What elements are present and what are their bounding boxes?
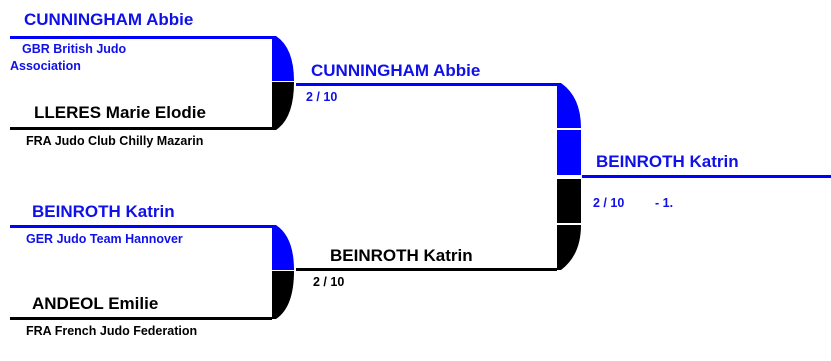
- competitor-name-beinroth[interactable]: BEINROTH Katrin: [32, 202, 175, 221]
- semifinal-line-cunningham: [296, 83, 557, 86]
- final-score: 2 / 10: [593, 196, 625, 210]
- bracket-connector-match1: [270, 36, 298, 130]
- club-label-andeol: FRA French Judo Federation: [26, 324, 198, 338]
- bracket-line-andeol: [10, 317, 272, 320]
- final-winner-line: [582, 175, 831, 178]
- final-place: - 1.: [655, 196, 674, 210]
- club-label-lleres: FRA Judo Club Chilly Mazarin: [26, 134, 204, 148]
- competitor-name-cunningham[interactable]: CUNNINGHAM Abbie: [24, 10, 194, 29]
- bracket-connector-match2: [270, 225, 298, 319]
- semifinal-line-beinroth: [296, 268, 557, 271]
- competitor-name-lleres[interactable]: LLERES Marie Elodie: [34, 103, 206, 122]
- semifinal-score-beinroth: 2 / 10: [313, 275, 345, 289]
- semifinal-name-beinroth[interactable]: BEINROTH Katrin: [330, 246, 473, 265]
- club-label-beinroth: GER Judo Team Hannover: [26, 232, 183, 246]
- club-label-cunningham: GBR British Judo Association: [10, 42, 127, 73]
- competitor-name-andeol[interactable]: ANDEOL Emilie: [32, 294, 159, 313]
- semifinal-name-cunningham[interactable]: CUNNINGHAM Abbie: [311, 61, 481, 80]
- final-winner-name[interactable]: BEINROTH Katrin: [596, 152, 739, 171]
- bracket-line-cunningham: [10, 36, 272, 39]
- bracket-line-beinroth: [10, 225, 272, 228]
- semifinal-score-cunningham: 2 / 10: [306, 90, 338, 104]
- bracket-connector-semifinal: [555, 83, 583, 270]
- bracket-line-lleres: [10, 127, 272, 130]
